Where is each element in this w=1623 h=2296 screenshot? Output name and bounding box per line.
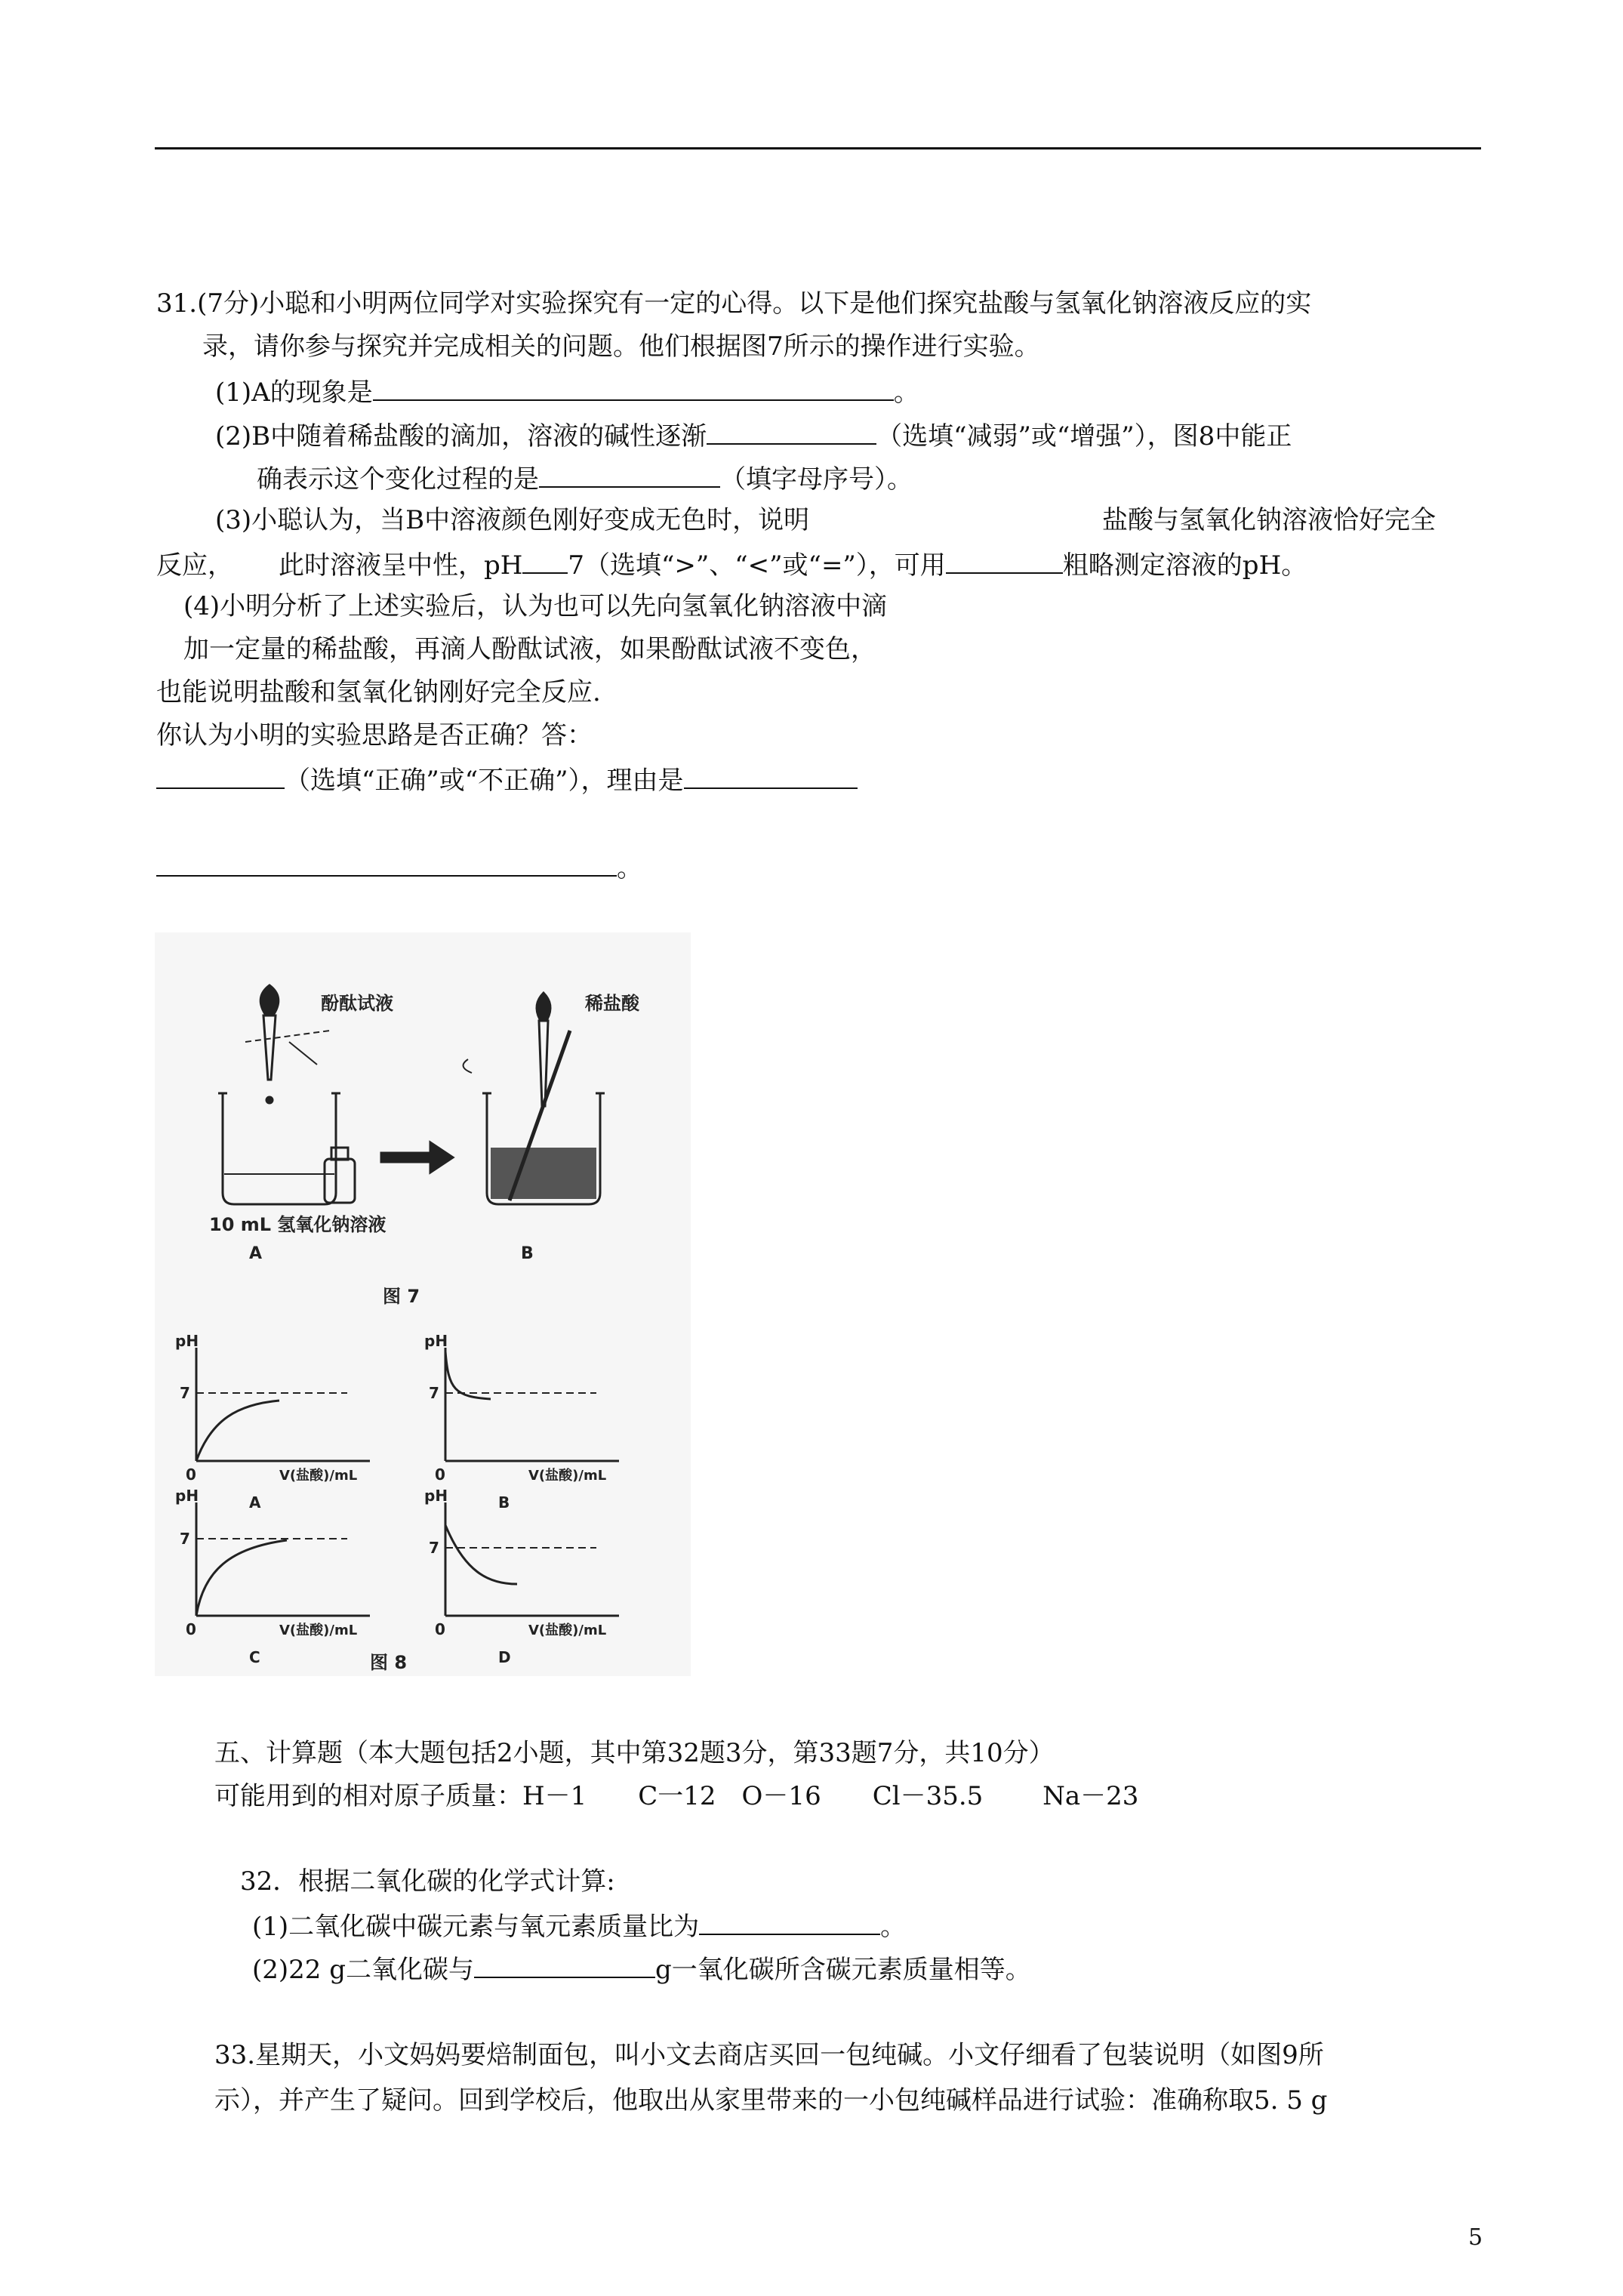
- origin-label: 0: [186, 1465, 196, 1484]
- figures-7-8: [155, 932, 691, 1676]
- ph-axis-label: pH: [424, 1487, 448, 1505]
- dropper-tube-a: [263, 1015, 276, 1080]
- answer-blank-10[interactable]: [474, 1951, 655, 1978]
- header-rule: [155, 147, 1481, 149]
- label-a: A: [249, 1244, 263, 1263]
- q32-title: 32．根据二氧化碳的化学式计算:: [240, 1866, 615, 1897]
- q31-part3-right: 盐酸与氢氧化钠溶液恰好完全: [1102, 505, 1436, 535]
- origin-label: 0: [435, 1620, 445, 1638]
- reagent-bottle: [325, 1159, 355, 1203]
- q31-part1: (1)A的现象是 。: [215, 374, 919, 409]
- x-axis-label: V(盐酸)/mL: [279, 1468, 358, 1484]
- q33-line2: 示），并产生了疑问。回到学校后，他取出从家里带来的一小包纯碱样品进行试验：准确称取5. 5 g: [214, 2085, 1328, 2116]
- origin-label: 0: [186, 1620, 196, 1638]
- ph-axis-label: pH: [424, 1332, 448, 1350]
- beaker-a: [223, 1093, 336, 1204]
- answer-blank-1[interactable]: [373, 374, 894, 401]
- ph-curve: [196, 1540, 287, 1616]
- ph-curve: [196, 1401, 279, 1461]
- ph-graph-c: [175, 1487, 370, 1666]
- panel-letter: B: [498, 1493, 510, 1512]
- answer-blank-8[interactable]: [156, 849, 617, 877]
- dropper-bulb-b: [537, 993, 550, 1019]
- q31-part4-line3: 也能说明盐酸和氢氧化钠刚好完全反应.: [156, 677, 601, 707]
- ph-graph-d: [424, 1487, 619, 1666]
- answer-blank-4[interactable]: [522, 547, 568, 574]
- section5-heading: 五、计算题（本大题包括2小题，其中第32题3分，第33题7分，共10分）: [214, 1738, 1055, 1768]
- panel-letter: D: [498, 1648, 511, 1666]
- q31-intro-line2: 录，请你参与探究并完成相关的问题。他们根据图7所示的操作进行实验。: [202, 331, 1040, 362]
- q31-part4-line2: 加一定量的稀盐酸，再滴人酚酞试液，如果酚酞试液不变色，: [183, 634, 876, 664]
- answer-blank-9[interactable]: [699, 1908, 880, 1935]
- q32-part2: (2)22 g二氧化碳与 g一氧化碳所含碳元素质量相等。: [252, 1951, 1031, 1986]
- origin-label: 0: [435, 1465, 445, 1484]
- answer-blank-5[interactable]: [946, 547, 1063, 574]
- panel-letter: A: [249, 1493, 261, 1512]
- q31-part4-line1: (4)小明分析了上述实验后，认为也可以先向氢氧化钠溶液中滴: [183, 591, 888, 621]
- x-axis-label: V(盐酸)/mL: [279, 1623, 358, 1638]
- answer-blank-6[interactable]: [156, 762, 285, 789]
- answer-blank-2[interactable]: [707, 418, 876, 445]
- atomic-masses: 可能用到的相对原子质量：H－1 C一12 O－16 Cl－35.5 Na－23: [214, 1781, 1139, 1811]
- ph7-tick-label: 7: [429, 1539, 439, 1557]
- q31-part3-cont: 反应， 此时溶液呈中性，pH 7（选填“>”、“<”或“=”），可用 粗略测定溶液的pH。: [156, 547, 1307, 582]
- figure-7-caption: 图 7: [383, 1286, 420, 1307]
- q31-part2-cont: 确表示这个变化过程的是 （填字母序号）。: [257, 461, 913, 496]
- figure-8: [175, 1332, 619, 1666]
- answer-blank-7[interactable]: [684, 762, 858, 789]
- ph-graph-b: [424, 1332, 619, 1512]
- ph-curve: [445, 1525, 517, 1584]
- q31-intro-line1: 31.(7分)小聪和小明两位同学对实验探究有一定的心得。以下是他们探究盐酸与氢氧化钠溶液反应的实: [156, 288, 1312, 319]
- x-axis-label: V(盐酸)/mL: [528, 1623, 607, 1638]
- page-number: 5: [1468, 2224, 1483, 2251]
- q31-part4-line4: 你认为小明的实验思路是否正确？答：: [156, 720, 593, 750]
- answer-blank-3[interactable]: [539, 461, 720, 488]
- ph7-tick-label: 7: [180, 1384, 190, 1402]
- arrow-right-icon: [381, 1142, 453, 1173]
- figure-8-caption: 图 8: [370, 1652, 408, 1673]
- panel-letter: C: [249, 1648, 260, 1666]
- ph-curve: [445, 1351, 491, 1399]
- x-axis-label: V(盐酸)/mL: [528, 1468, 607, 1484]
- ph-axis-label: pH: [175, 1332, 199, 1350]
- label-b: B: [521, 1244, 534, 1263]
- ph-graph-a: [175, 1332, 370, 1512]
- q32-part1: (1)二氧化碳中碳元素与氧元素质量比为 。: [252, 1908, 906, 1943]
- q31-part4-line6: 。: [156, 849, 642, 885]
- q33-line1: 33.星期天，小文妈妈要焙制面包，叫小文去商店买回一包纯碱。小文仔细看了包装说明（如图9所: [214, 2040, 1324, 2070]
- solution-b: [491, 1148, 596, 1199]
- q31-part4-line5: （选填“正确”或“不正确”），理由是: [156, 762, 858, 797]
- ph-axis-label: pH: [175, 1487, 199, 1505]
- label-naoh: 10 mL 氢氧化钠溶液: [209, 1214, 387, 1235]
- label-phenolphthalein: 酚酞试液: [321, 993, 393, 1014]
- label-dilute-hcl: 稀盐酸: [585, 993, 639, 1014]
- ph7-tick-label: 7: [429, 1384, 439, 1402]
- figure-7: [218, 985, 605, 1204]
- ph7-tick-label: 7: [180, 1530, 190, 1548]
- dropper-bulb-a: [260, 985, 279, 1014]
- q31-part2: (2)B中随着稀盐酸的滴加，溶液的碱性逐渐 （选填“减弱”或“增强”），图8中能正: [215, 418, 1292, 453]
- q31-part3: (3)小聪认为，当B中溶液颜色刚好变成无色时，说明: [215, 505, 810, 535]
